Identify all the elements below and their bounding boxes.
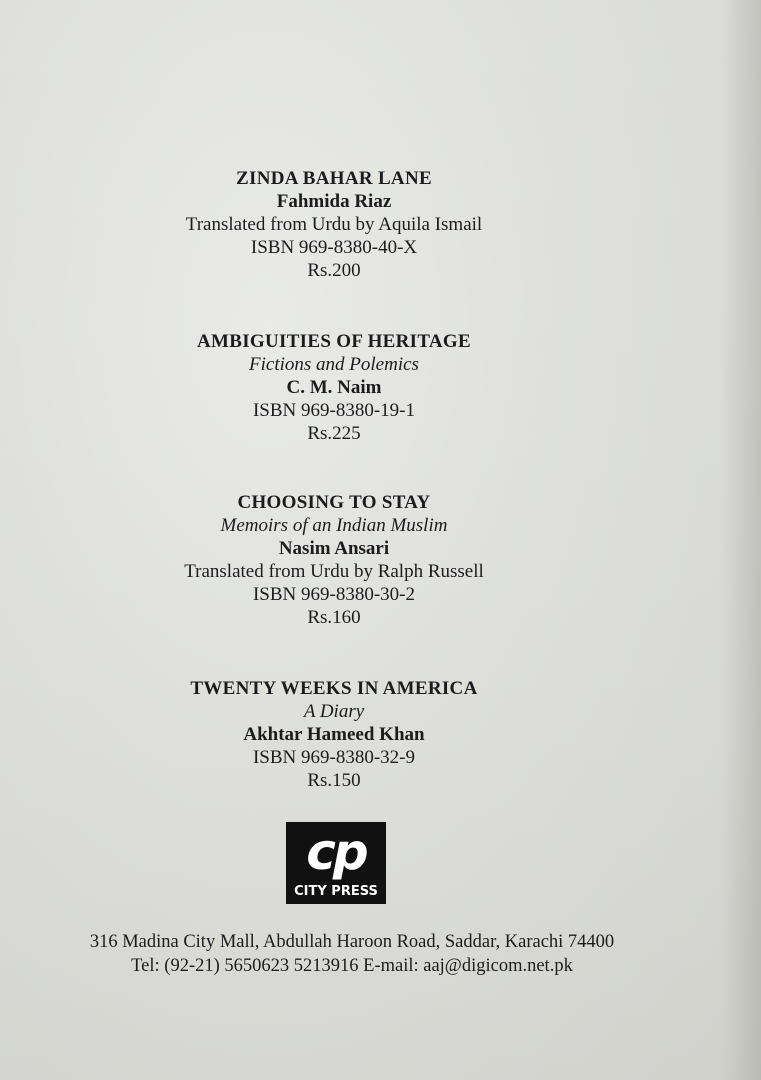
book-isbn: ISBN 969-8380-40-X — [250, 237, 418, 258]
book-author: Akhtar Hameed Khan — [243, 724, 425, 745]
book-isbn: ISBN 969-8380-30-2 — [252, 584, 416, 605]
book-translator: Translated from Urdu by Aquila Ismail — [185, 214, 483, 235]
book-author: Nasim Ansari — [278, 538, 390, 559]
book-entry-zinda-bahar-lane — [0, 167, 668, 282]
book-price: Rs.160 — [307, 607, 361, 628]
publisher-address: 316 Madina City Mall, Abdullah Haroon Road, Saddar, Karachi 74400 — [89, 932, 615, 952]
book-subtitle: Memoirs of an Indian Muslim — [220, 515, 448, 536]
publisher-address-block — [12, 930, 692, 978]
logo-mark: cp — [306, 823, 366, 881]
book-title: TWENTY WEEKS IN AMERICA — [190, 678, 478, 699]
city-press-logo — [286, 822, 386, 904]
book-isbn: ISBN 969-8380-32-9 — [252, 747, 416, 768]
book-price: Rs.150 — [307, 770, 361, 791]
book-entry-choosing-to-stay — [0, 491, 668, 629]
book-title: CHOOSING TO STAY — [237, 492, 431, 513]
book-author: C. M. Naim — [286, 377, 382, 398]
book-isbn: ISBN 969-8380-19-1 — [252, 400, 416, 421]
book-price: Rs.200 — [307, 260, 361, 281]
book-subtitle: A Diary — [303, 701, 365, 722]
publisher-contact: Tel: (92-21) 5650623 5213916 E-mail: aaj@digicom.net.pk — [131, 956, 573, 976]
book-title: AMBIGUITIES OF HERITAGE — [196, 331, 471, 352]
book-author: Fahmida Riaz — [276, 191, 392, 212]
book-price: Rs.225 — [307, 423, 361, 444]
book-translator: Translated from Urdu by Ralph Russell — [184, 561, 484, 582]
book-subtitle: Fictions and Polemics — [249, 354, 419, 375]
logo-name: CITY PRESS — [294, 884, 378, 899]
book-entry-ambiguities-of-heritage — [0, 330, 668, 445]
book-entry-twenty-weeks-in-america — [0, 677, 668, 792]
book-title: ZINDA BAHAR LANE — [236, 168, 432, 189]
